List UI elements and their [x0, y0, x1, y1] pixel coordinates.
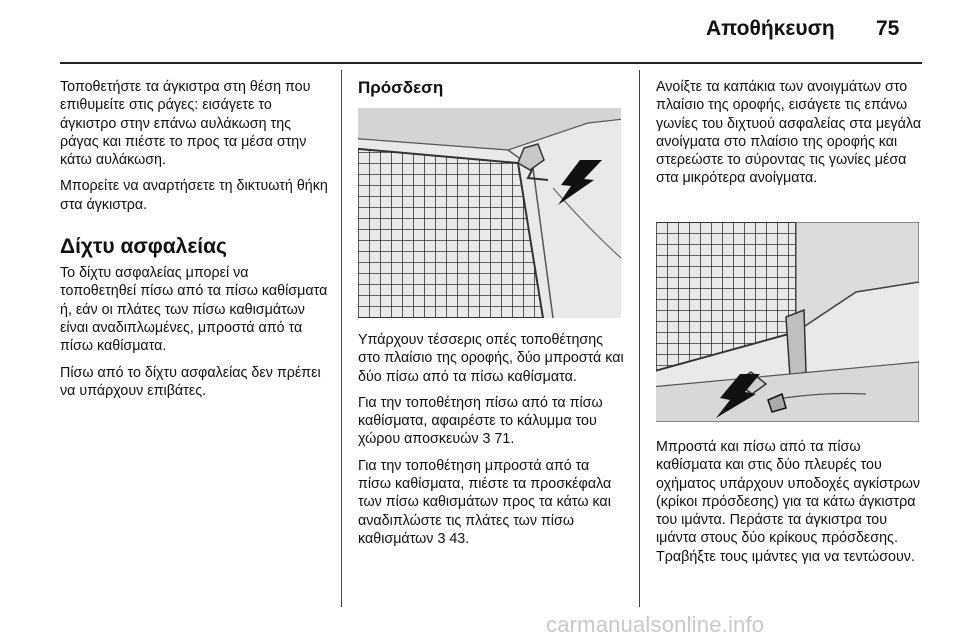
column-3-text [656, 438, 922, 574]
column-divider-2 [639, 70, 640, 607]
col1-paragraph-4: Πίσω από το δίχτυ ασφαλείας δεν πρέπει να υπάρχουν επιβάτες. [60, 364, 321, 399]
col2-paragraph-3: Για την τοποθέτηση μπροστά από τα πίσω καθίσματα, πιέστε τα προσκέφαλα των πίσω καθισμάτων προς τα κάτω και αναδιπλώστε τις πλάτες των πίσω καθισμάτων 3 43. [358, 457, 612, 547]
safety-net-roof-mount-illustration [358, 108, 621, 318]
safety-net-floor-anchor-illustration [656, 222, 919, 422]
column-3 [656, 78, 922, 196]
header-rule [60, 62, 922, 64]
watermark: carmanualsonline.info [546, 612, 765, 637]
page-title: Αποθήκευση [706, 17, 835, 40]
col1-paragraph-2: Μπορείτε να αναρτήσετε τη δικτυωτή θήκη στα άγκιστρα. [60, 178, 328, 213]
col3-paragraph-1: Ανοίξτε τα καπάκια των ανοιγμάτων στο πλαίσιο της οροφής, εισάγετε τις επάνω γωνίες του διχτυού ασφαλείας στα μεγάλα ανοίγματα στο πλαίσιο της οροφής και στερεώστε το σύροντας τις γωνίες μέσα στα μικρότερα ανοίγματα. [656, 79, 922, 187]
page-number: 75 [876, 17, 900, 40]
section-heading-fastening: Πρόσδεση [358, 78, 444, 97]
page-reference-link[interactable]: 3 71. [482, 431, 515, 448]
col1-paragraph-3: Το δίχτυ ασφαλείας μπορεί να τοποθετηθεί πίσω από τα πίσω καθίσματα ή, εάν οι πλάτες των πίσω καθισμάτων είναι αναδιπλωμένες, μπροστά από τα πίσω καθίσματα. [60, 265, 328, 355]
col2-paragraph-2: Για την τοποθέτηση πίσω από τα πίσω καθίσματα, αφαιρέστε το κάλυμμα του χώρου αποσκευών 3 71. [358, 394, 603, 448]
page-reference-link[interactable]: 3 43. [437, 530, 470, 547]
col3-paragraph-2: Μπροστά και πίσω από τα πίσω καθίσματα και στις δύο πλευρές του οχήματος υπάρχουν υποδοχές αγκίστρων (κρίκοι πρόσδεσης) για τα κάτω άγκιστρα του ιμάντα. Περάστε τα άγκιστρα του ιμάντα στους δύο κρίκους πρόσδεσης. Τραβήξτε τους ιμάντες για να τεντώσουν. [656, 439, 921, 565]
column-2 [358, 78, 626, 106]
section-heading-safety-net: Δίχτυ ασφαλείας [60, 235, 227, 259]
col2-paragraph-1: Υπάρχουν τέσσερις οπές τοποθέτησης στο πλαίσιο της οροφής, δύο μπροστά και δύο πίσω από τα πίσω καθίσματα. [358, 332, 624, 385]
column-1 [60, 78, 328, 408]
col1-paragraph-1: Τοποθετήστε τα άγκιστρα στη θέση που επιθυμείτε στις ράγες: εισάγετε το άγκιστρο στην επάνω αυλάκωση της ράγας και πιέστε το προς τα μέσα στην κάτω αυλάκωση. [60, 79, 311, 169]
column-2-text [358, 331, 626, 556]
column-divider-1 [341, 70, 342, 607]
